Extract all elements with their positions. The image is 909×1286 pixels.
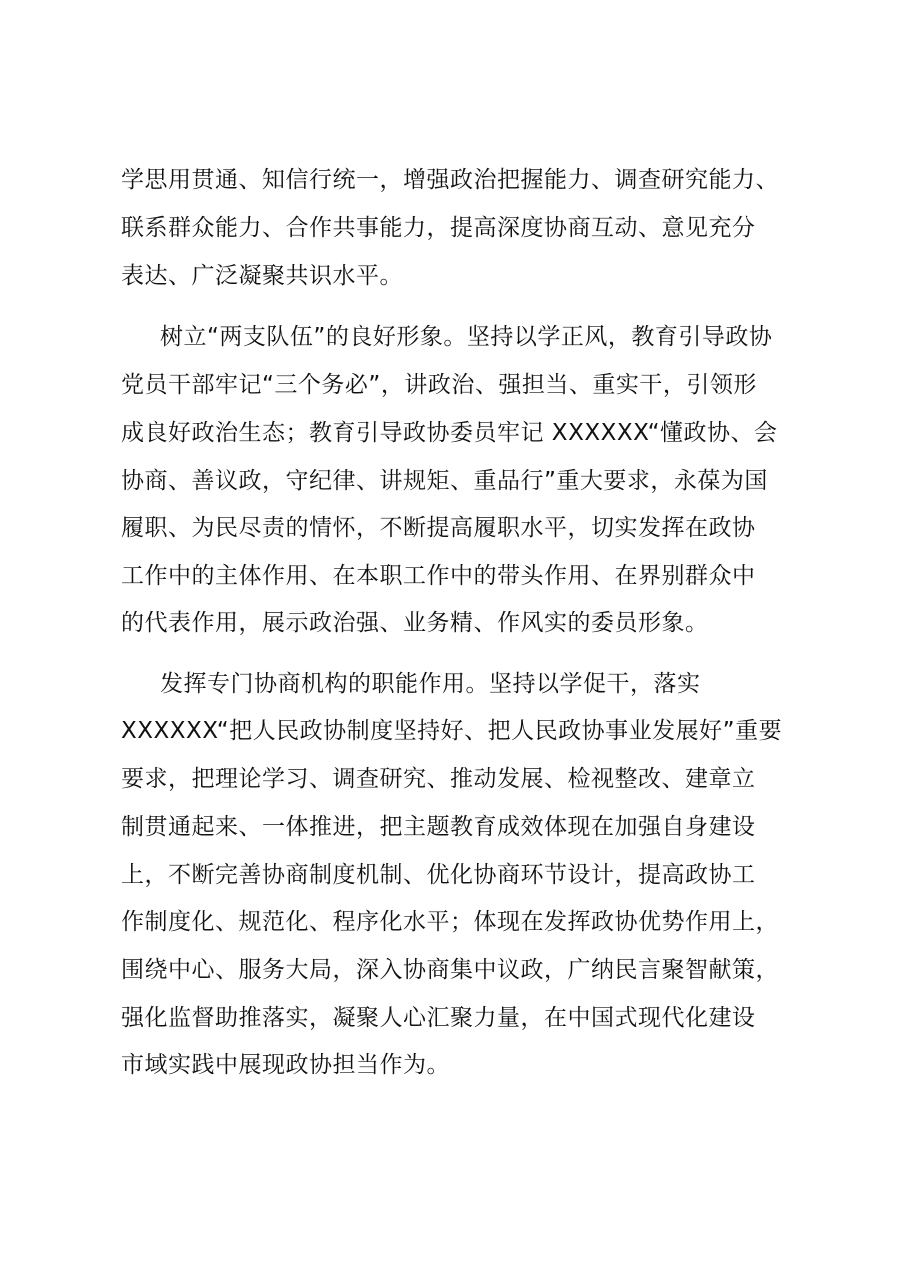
p2-line-2: 党员干部牢记“三个务必”，讲政治、强担当、重实干，引领形: [121, 372, 757, 398]
p3-line-7: 围绕中心、服务大局，深入协商集中议政，广纳民言聚智献策，: [121, 957, 779, 983]
p3-line-8: 强化监督助推落实，凝聚人心汇聚力量，在中国式现代化建设: [121, 1005, 756, 1031]
p2-line-7: 的代表作用，展示政治强、业务精、作风实的委员形象。: [121, 610, 709, 636]
p2-line-1: 树立“两支队伍”的良好形象。坚持以学正风，教育引导政协: [160, 324, 773, 350]
p2-line-6: 工作中的主体作用、在本职工作中的带头作用、在界别群众中: [121, 563, 756, 589]
p2-line-3: 成良好政治生态；教育引导政协委员牢记 XXXXXX“懂政协、会: [121, 420, 778, 446]
p3-line-2: XXXXXX“把人民政协制度坚持好、把人民政协事业发展好”重要: [121, 718, 783, 744]
p2-line-4: 协商、善议政，守纪律、讲规矩、重品行”重大要求，永葆为国: [121, 468, 768, 494]
p1-line-2: 联系群众能力、合作共事能力，提高深度协商互动、意见充分: [121, 215, 756, 241]
p3-line-4: 制贯通起来、一体推进，把主题教育成效体现在加强自身建设: [121, 814, 756, 840]
p3-line-9: 市域实践中展现政协担当作为。: [121, 1052, 450, 1078]
p3-line-6: 作制度化、规范化、程序化水平；体现在发挥政协优势作用上，: [121, 909, 779, 935]
p3-line-3: 要求，把理论学习、调查研究、推动发展、检视整改、建章立: [121, 766, 756, 792]
p3-line-1: 发挥专门协商机构的职能作用。坚持以学促干，落实: [160, 671, 701, 697]
p2-line-5: 履职、为民尽责的情怀，不断提高履职水平，切实发挥在政协: [121, 515, 756, 541]
p3-line-5: 上，不断完善协商制度机制、优化协商环节设计，提高政协工: [121, 862, 756, 888]
p1-line-1: 学思用贯通、知信行统一，增强政治把握能力、调查研究能力、: [121, 167, 779, 193]
p1-line-3: 表达、广泛凝聚共识水平。: [121, 263, 403, 289]
